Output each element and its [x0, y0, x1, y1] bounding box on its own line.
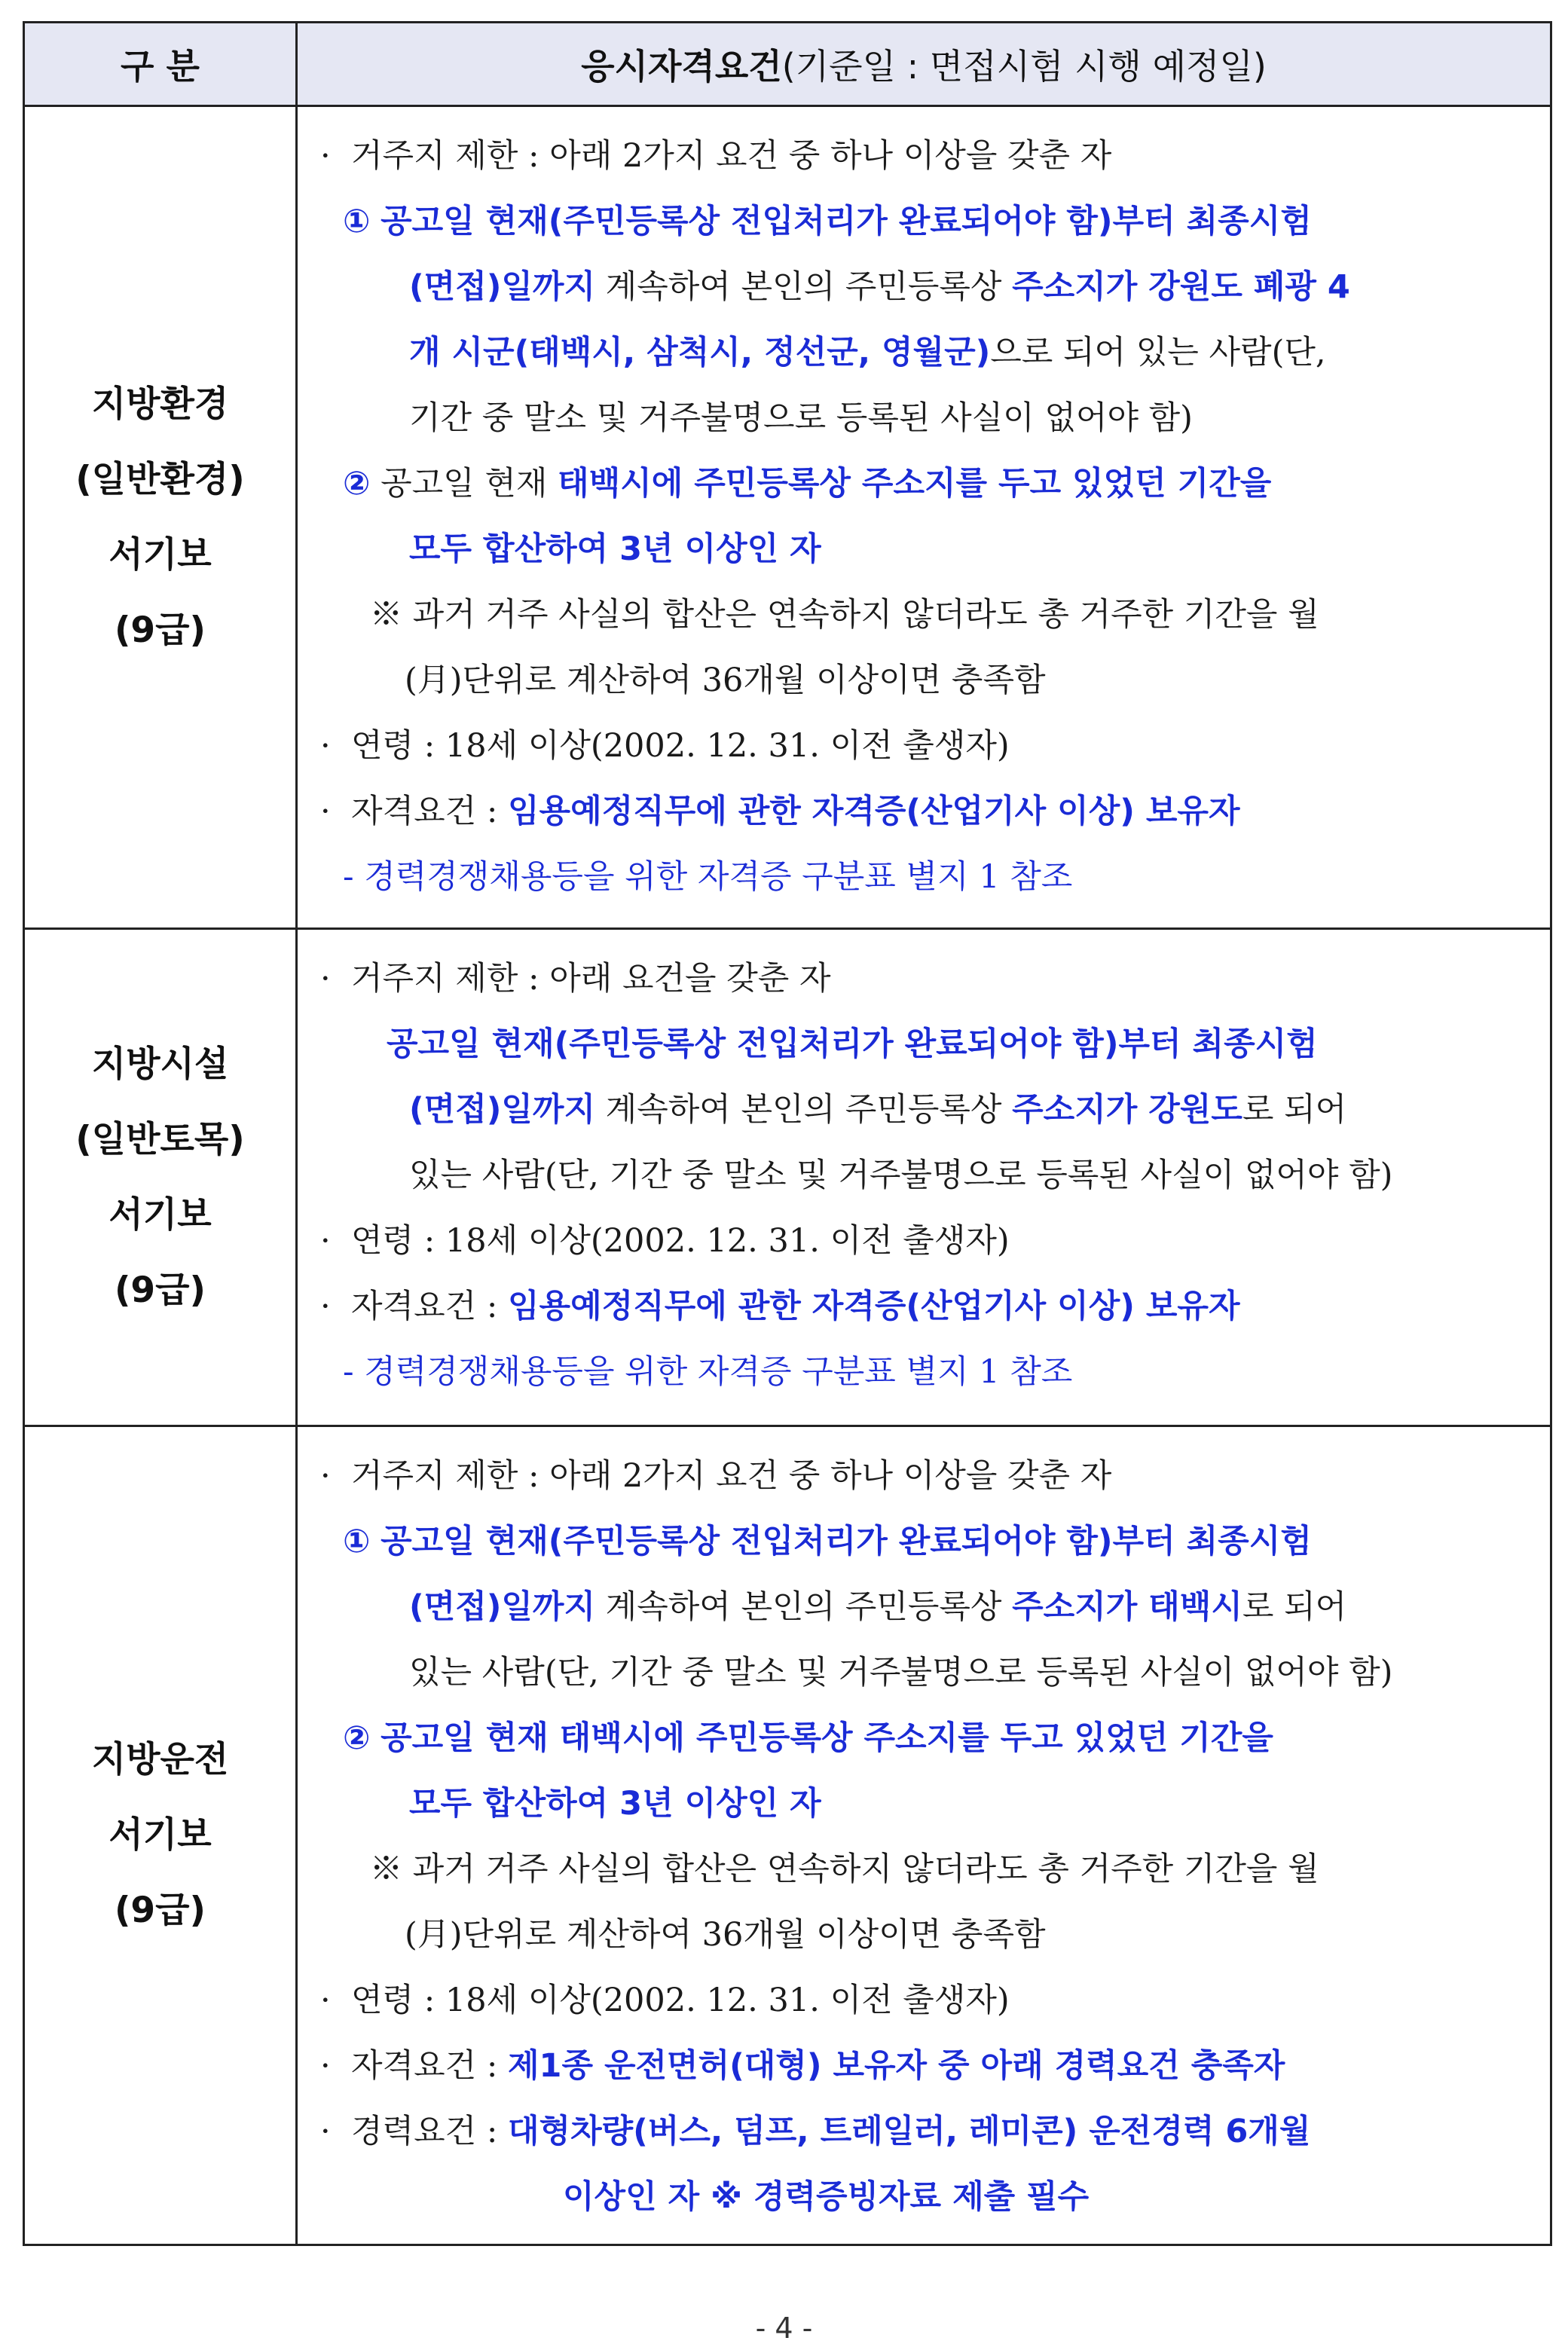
bullet: · — [320, 960, 331, 998]
req-line: (月)단위로 계산하여 36개월 이상이면 충족함 — [405, 662, 1046, 699]
bullet: · — [320, 1222, 331, 1260]
category-line: 지방환경 — [91, 383, 229, 425]
req-line: 모두 합산하여 3년 이상인 자 — [409, 1785, 821, 1823]
category-line: 서기보 — [109, 1193, 212, 1236]
circled-number: ① — [343, 203, 371, 240]
circled-number: ② — [343, 1719, 371, 1757]
req-line: 모두 합산하여 3년 이상인 자 — [409, 530, 821, 568]
bullet: · — [320, 1982, 331, 2019]
req-line: - 경력경쟁채용등을 위한 자격증 구분표 별지 1 참조 — [343, 1353, 1073, 1391]
qualification-table — [23, 21, 1552, 2246]
req-line: · 거주지 제한 : 아래 요건을 갖춘 자 — [320, 960, 831, 998]
bullet: · — [320, 793, 331, 830]
req-line: ※ 과거 거주 사실의 합산은 연속하지 않더라도 총 거주한 기간을 월 — [370, 1850, 1319, 1888]
category-line: (9급) — [114, 1890, 206, 1931]
req-line: ② 공고일 현재 태백시에 주민등록상 주소지를 두고 있었던 기간을 — [343, 1719, 1273, 1757]
category-line: 서기보 — [109, 533, 212, 576]
bullet: · — [320, 137, 331, 175]
req-line: 있는 사람(단, 기간 중 말소 및 거주불명으로 등록된 사실이 없어야 함) — [409, 1157, 1393, 1194]
req-line: 이상인 자 ※ 경력증빙자료 제출 필수 — [563, 2178, 1090, 2216]
bullet: · — [320, 727, 331, 765]
table-row-facility — [24, 929, 1551, 1426]
category-line: 서기보 — [109, 1814, 212, 1856]
category-line: 지방시설 — [91, 1043, 229, 1085]
req-line: · 거주지 제한 : 아래 2가지 요건 중 하나 이상을 갖춘 자 — [320, 137, 1112, 175]
req-line: · 자격요건 : 임용예정직무에 관한 자격증(산업기사 이상) 보유자 — [320, 1288, 1240, 1325]
category-line: (일반환경) — [75, 458, 245, 500]
header-title — [297, 23, 1551, 106]
bullet: · — [320, 1457, 331, 1495]
req-line: · 연령 : 18세 이상(2002. 12. 31. 이전 출생자) — [320, 727, 1010, 765]
req-line: ※ 과거 거주 사실의 합산은 연속하지 않더라도 총 거주한 기간을 월 — [370, 596, 1319, 634]
req-line: 있는 사람(단, 기간 중 말소 및 거주불명으로 등록된 사실이 없어야 함) — [409, 1654, 1393, 1691]
req-line: ① 공고일 현재(주민등록상 전입처리가 완료되어야 함)부터 최종시험 — [343, 1523, 1312, 1560]
req-line: ① 공고일 현재(주민등록상 전입처리가 완료되어야 함)부터 최종시험 — [343, 203, 1312, 240]
bullet: · — [320, 2047, 331, 2085]
req-line: (면접)일까지 계속하여 본인의 주민등록상 주소지가 태백시로 되어 — [409, 1588, 1347, 1626]
req-line: (月)단위로 계산하여 36개월 이상이면 충족함 — [405, 1916, 1046, 1954]
circled-number: ① — [343, 1523, 371, 1560]
category-cell — [24, 929, 297, 1426]
circled-number: ② — [343, 465, 371, 503]
req-line: 기간 중 말소 및 거주불명으로 등록된 사실이 없어야 함) — [409, 399, 1193, 437]
requirements-cell — [297, 106, 1551, 929]
table-header-row — [24, 23, 1551, 106]
table-row-driving — [24, 1426, 1551, 2245]
bullet: · — [320, 1288, 331, 1325]
req-line: - 경력경쟁채용등을 위한 자격증 구분표 별지 1 참조 — [343, 858, 1073, 896]
requirements-cell — [297, 1426, 1551, 2245]
req-line: · 연령 : 18세 이상(2002. 12. 31. 이전 출생자) — [320, 1982, 1010, 2019]
category-line: 지방운전 — [91, 1739, 229, 1780]
req-line: · 거주지 제한 : 아래 2가지 요건 중 하나 이상을 갖춘 자 — [320, 1457, 1112, 1495]
category-cell — [24, 1426, 297, 2245]
req-line: ② 공고일 현재 태백시에 주민등록상 주소지를 두고 있었던 기간을 — [343, 465, 1272, 503]
req-line: · 자격요건 : 제1종 운전면허(대형) 보유자 중 아래 경력요건 충족자 — [320, 2047, 1285, 2085]
header-title-main: 응시자격요건 — [581, 46, 782, 87]
req-line: (면접)일까지 계속하여 본인의 주민등록상 주소지가 강원도 폐광 4 — [409, 268, 1350, 306]
header-category: 구 분 — [24, 23, 297, 106]
category-cell — [24, 106, 297, 929]
category-line: (9급) — [114, 609, 206, 651]
req-line: 개 시군(태백시, 삼척시, 정선군, 영월군)으로 되어 있는 사람(단, — [409, 334, 1326, 371]
req-line: (면접)일까지 계속하여 본인의 주민등록상 주소지가 강원도로 되어 — [409, 1091, 1347, 1129]
page-number: - 4 - — [755, 2312, 813, 2345]
req-line: · 자격요건 : 임용예정직무에 관한 자격증(산업기사 이상) 보유자 — [320, 793, 1240, 830]
req-line: · 연령 : 18세 이상(2002. 12. 31. 이전 출생자) — [320, 1222, 1010, 1260]
category-line: (9급) — [114, 1269, 206, 1311]
req-line: 공고일 현재(주민등록상 전입처리가 완료되어야 함)부터 최종시험 — [387, 1025, 1318, 1063]
requirements-cell — [297, 929, 1551, 1426]
table-row-environment — [24, 106, 1551, 929]
bullet: · — [320, 2113, 331, 2150]
req-line: · 경력요건 : 대형차량(버스, 덤프, 트레일러, 레미콘) 운전경력 6개월 — [320, 2113, 1311, 2150]
header-title-note: (기준일 : 면접시험 시행 예정일) — [781, 46, 1267, 87]
category-line: (일반토목) — [75, 1118, 245, 1160]
